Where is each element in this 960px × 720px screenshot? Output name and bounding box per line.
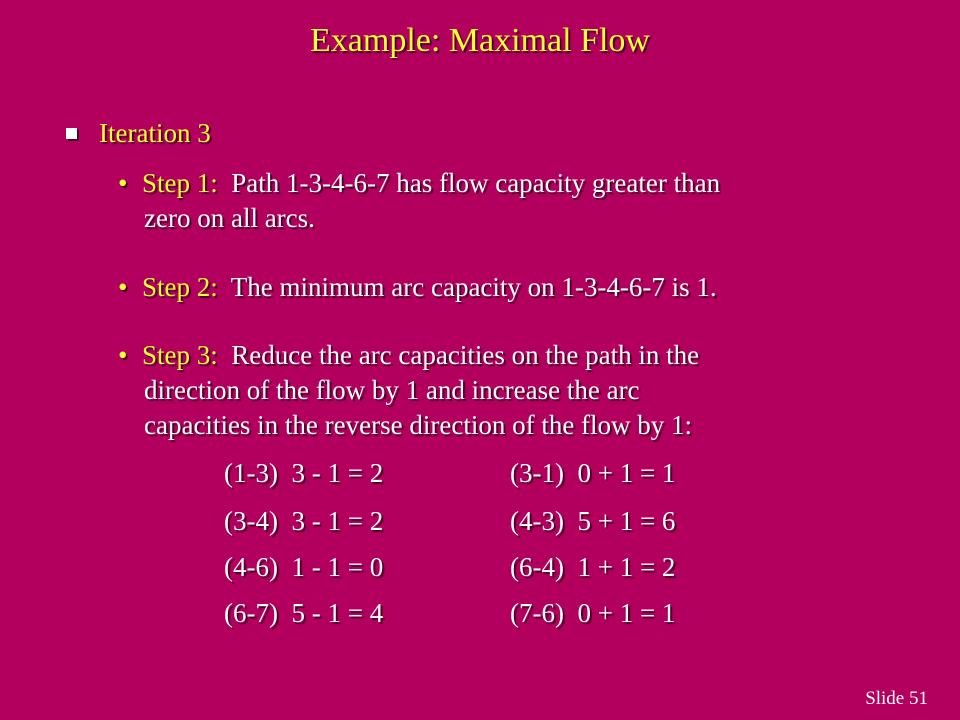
iteration-label: Iteration 3	[99, 118, 211, 148]
step-label: Step 3:	[142, 340, 218, 370]
calc-left-2: (3-4) 3 - 1 = 2	[224, 506, 384, 536]
step-label: Step 1:	[142, 168, 218, 198]
step-1	[118, 166, 878, 236]
slide-number: Slide 51	[865, 688, 928, 709]
step-label: Step 2:	[142, 272, 218, 302]
calc-left-3: (4-6) 1 - 1 = 0	[224, 552, 384, 582]
step-text: The minimum arc capacity on 1-3-4-6-7 is 1.	[217, 272, 717, 302]
calc-left-1: (1-3) 3 - 1 = 2	[224, 458, 384, 488]
calc-right-4: (7-6) 0 + 1 = 1	[510, 598, 676, 628]
step-text-continuation: capacities in the reverse direction of the flow by 1:	[144, 410, 693, 440]
step-text-continuation: zero on all arcs.	[144, 203, 315, 233]
step-text: Reduce the arc capacities on the path in the	[217, 340, 700, 370]
step-2	[118, 270, 878, 305]
bullet-dot-icon: •	[118, 272, 128, 302]
calc-right-2: (4-3) 5 + 1 = 6	[510, 506, 676, 536]
slide-title: Example: Maximal Flow	[310, 22, 650, 59]
step-text: Path 1-3-4-6-7 has flow capacity greater than	[217, 168, 721, 198]
calc-left-4: (6-7) 5 - 1 = 4	[224, 598, 384, 628]
bullet-dot-icon: •	[118, 168, 128, 198]
calc-right-3: (6-4) 1 + 1 = 2	[510, 552, 676, 582]
calc-right-1: (3-1) 0 + 1 = 1	[510, 458, 676, 488]
square-bullet-icon	[66, 128, 77, 139]
step-3	[118, 338, 878, 443]
iteration-heading	[66, 118, 211, 149]
bullet-dot-icon: •	[118, 340, 128, 370]
step-text-continuation: direction of the flow by 1 and increase the arc	[144, 375, 640, 405]
